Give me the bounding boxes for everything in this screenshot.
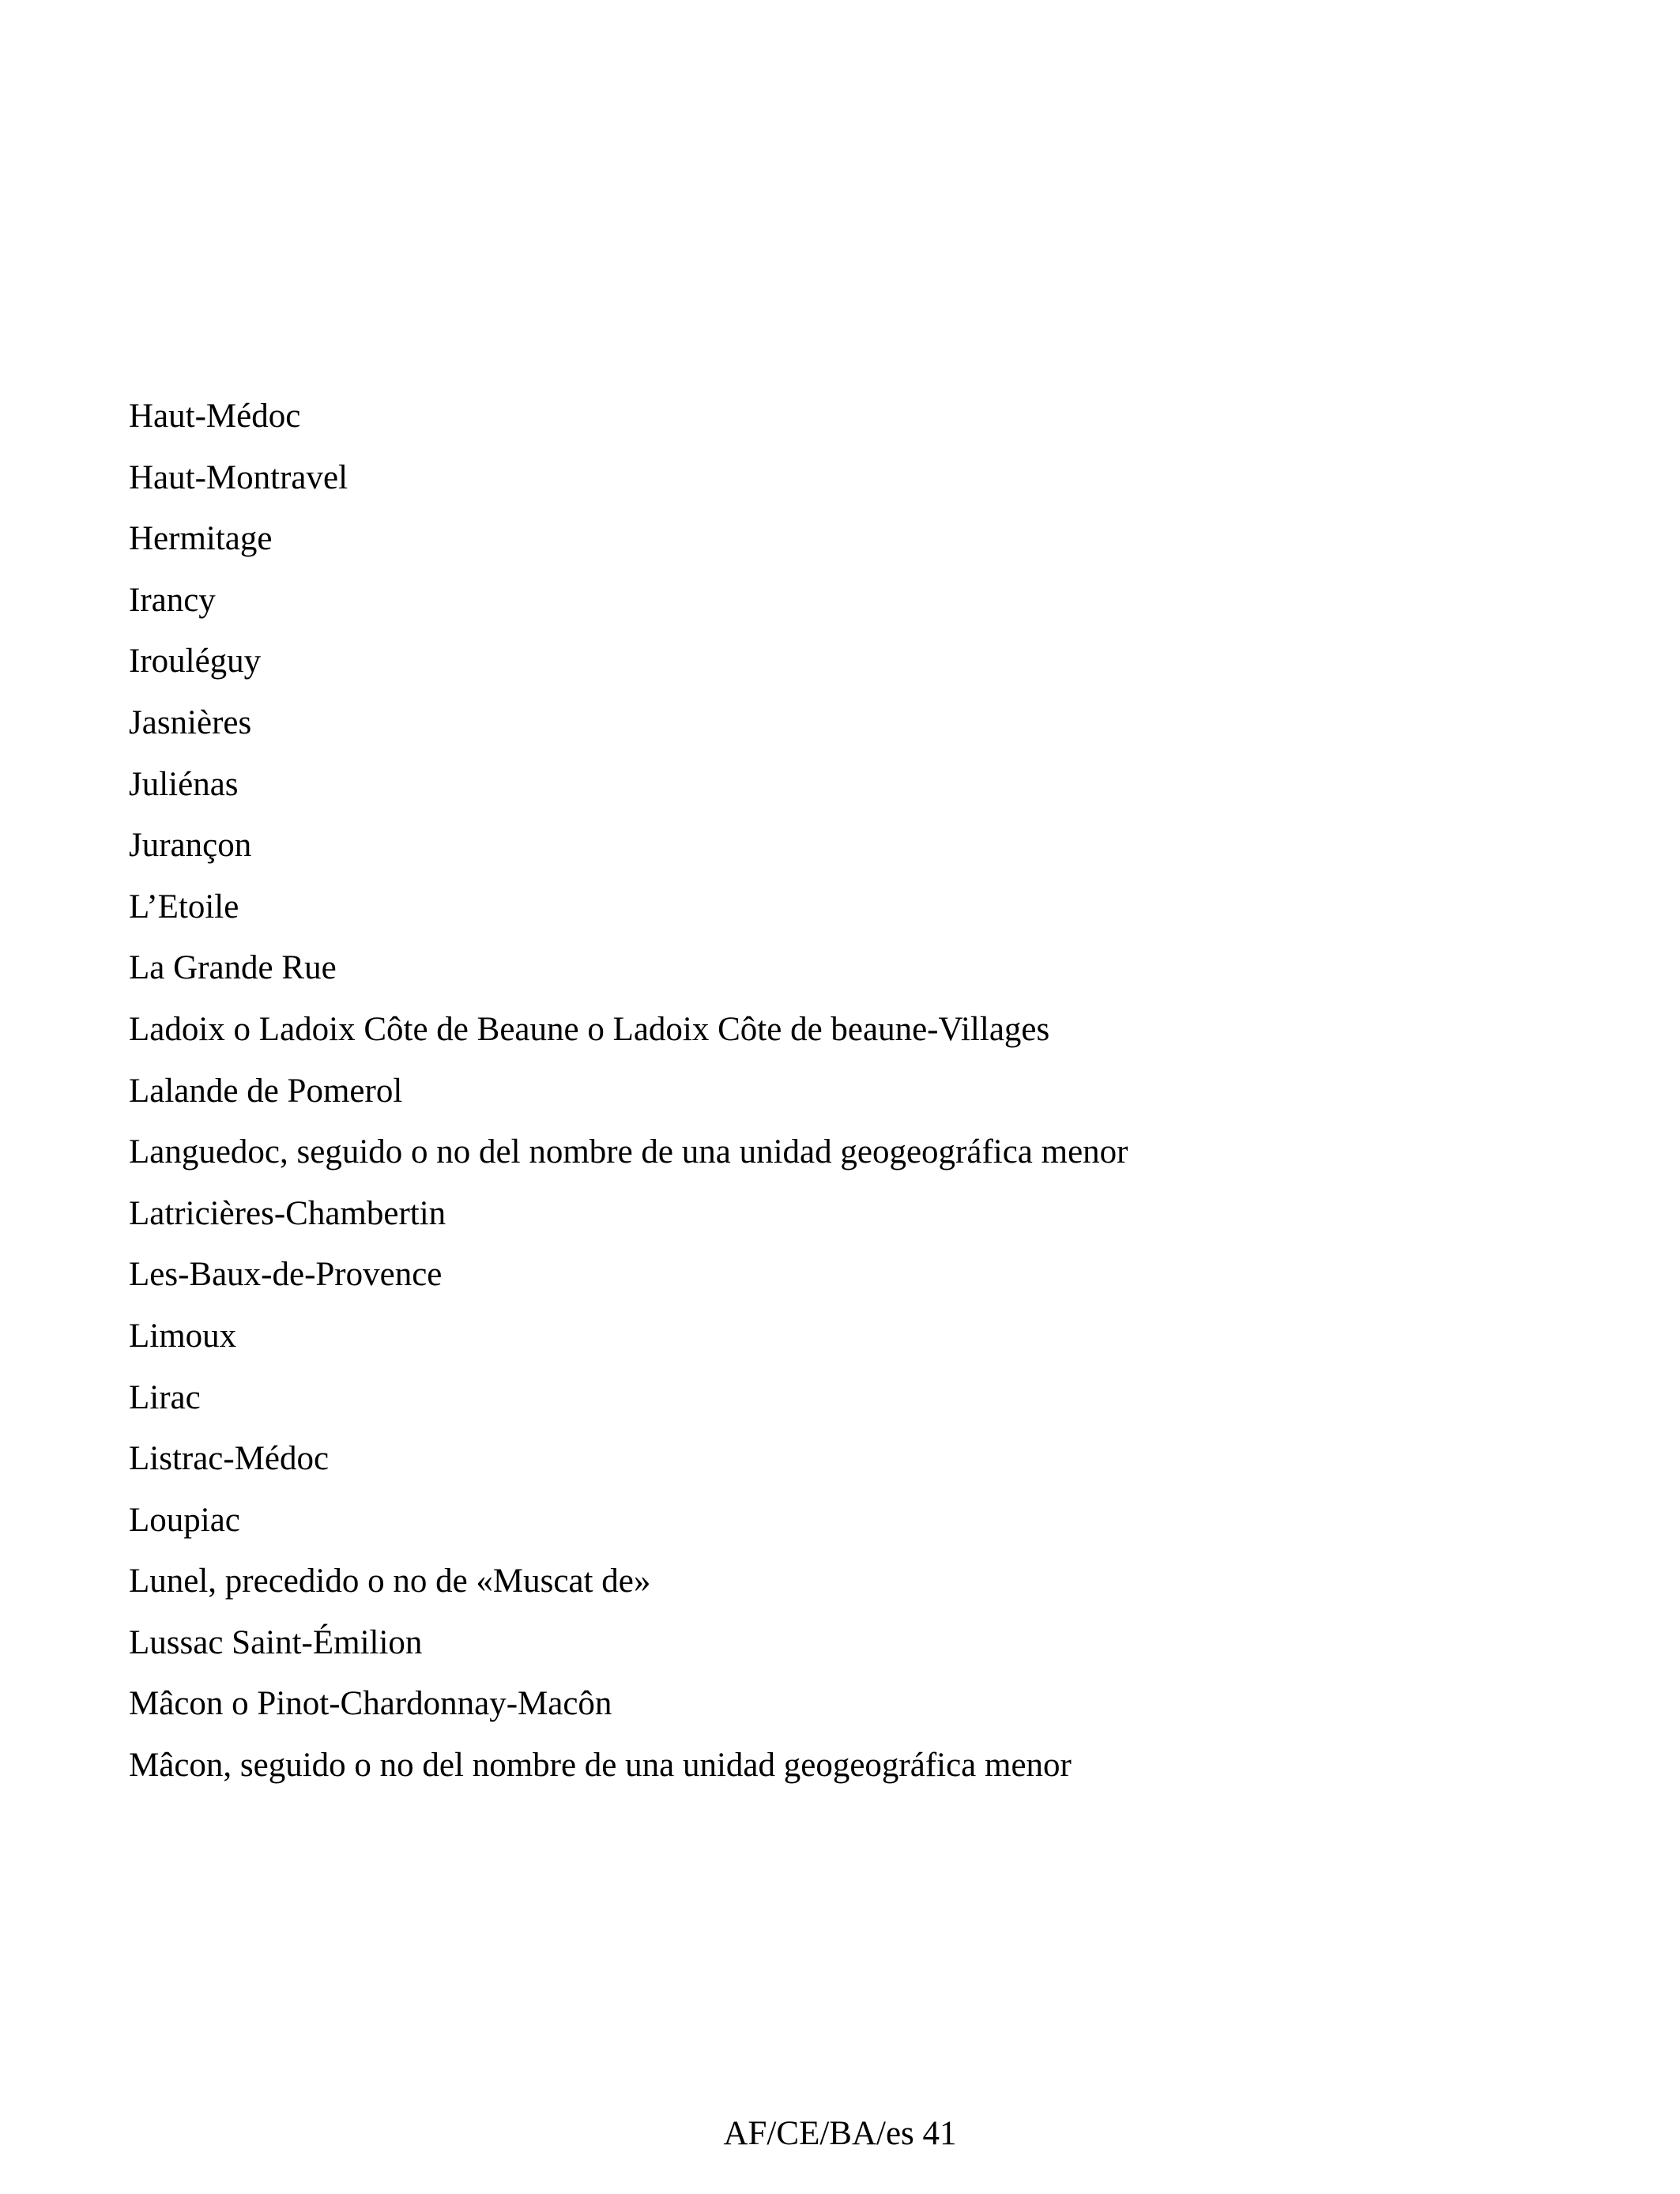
list-item: Lalande de Pomerol: [129, 1072, 403, 1110]
list-item: Ladoix o Ladoix Côte de Beaune o Ladoix Côte de beaune-Villages: [129, 1010, 1050, 1048]
list-item: Hermitage: [129, 520, 273, 558]
list-item: Mâcon, seguido o no del nombre de una unidad geogeográfica menor: [129, 1747, 1072, 1785]
list-item: Mâcon o Pinot-Chardonnay-Macôn: [129, 1685, 612, 1723]
page-footer-reference: AF/CE/BA/es 41: [723, 2115, 957, 2152]
list-item: Les-Baux-de-Provence: [129, 1256, 443, 1294]
list-item: Limoux: [129, 1317, 237, 1355]
list-item: Jasnières: [129, 703, 252, 741]
list-item: Irouléguy: [129, 643, 262, 680]
list-item: Haut-Montravel: [129, 458, 348, 496]
list-item: Lirac: [129, 1378, 201, 1416]
list-item: Juliénas: [129, 765, 239, 803]
list-item: L’Etoile: [129, 888, 239, 925]
list-item: La Grande Rue: [129, 949, 337, 987]
list-item: Lunel, precedido o no de «Muscat de»: [129, 1563, 651, 1600]
list-item: Languedoc, seguido o no del nombre de una unidad geogeográfica menor: [129, 1133, 1128, 1171]
list-item: Irancy: [129, 581, 216, 619]
list-item: Latricières-Chambertin: [129, 1194, 446, 1232]
list-item: Lussac Saint-Émilion: [129, 1623, 423, 1661]
appellation-list: [129, 386, 1128, 1796]
list-item: Listrac-Médoc: [129, 1440, 330, 1478]
list-item: Jurançon: [129, 827, 252, 865]
list-item: Haut-Médoc: [129, 398, 301, 435]
list-item: Loupiac: [129, 1501, 240, 1539]
